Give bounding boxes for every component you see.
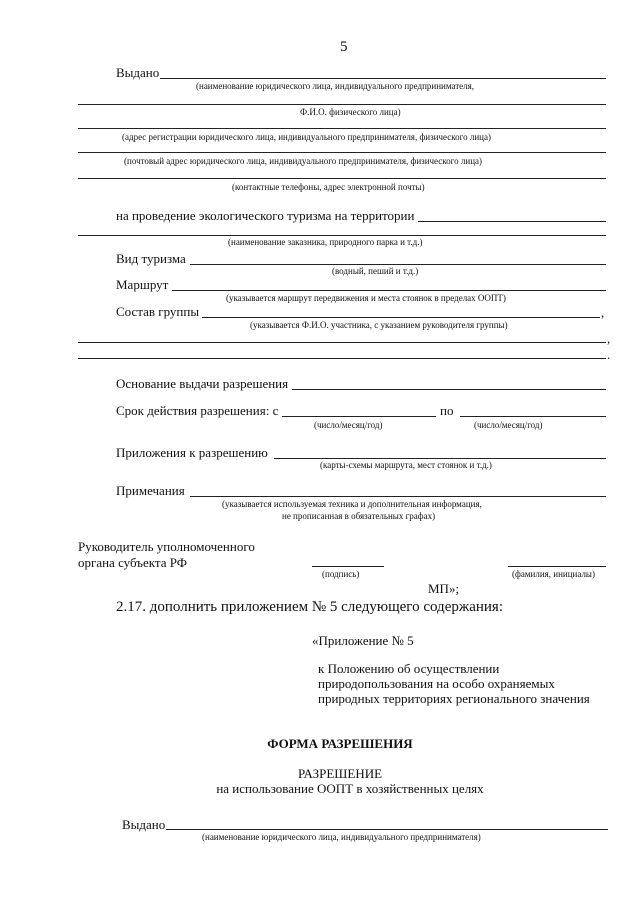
territory-line (418, 221, 606, 222)
date-to-line (460, 416, 606, 417)
basis-label: Основание выдачи разрешения (116, 376, 289, 391)
reg-address-line (78, 128, 606, 129)
postal-address-line (78, 152, 606, 153)
caption-date-from: (число/месяц/год) (314, 420, 383, 430)
notes-line (190, 496, 606, 497)
group-comma: , (601, 305, 605, 320)
tourism-type-line (190, 264, 606, 265)
group-label: Состав группы (116, 304, 200, 319)
caption-notes-1: (указывается используемая техника и дополнительная информация, (222, 499, 482, 509)
form-heading: ФОРМА РАЗРЕШЕНИЯ (267, 736, 413, 751)
group-line (202, 317, 600, 318)
head-line-1: Руководитель уполномоченного (78, 539, 255, 554)
name-line (508, 566, 606, 567)
issued-field-line (160, 78, 606, 79)
stamp-mark: МП»; (428, 581, 460, 596)
validity-to: по (440, 403, 454, 418)
caption-customer: (наименование заказника, природного парка и т.д.) (228, 237, 423, 247)
appendix-title: «Приложение № 5 (312, 633, 414, 648)
group-extra-line-2 (78, 358, 606, 359)
caption-postal-address: (почтовый адрес юридического лица, индивидуального предпринимателя, физического лица) (124, 156, 483, 166)
caption-date-to: (число/месяц/год) (474, 420, 543, 430)
clause-2-17: 2.17. дополнить приложением № 5 следующего содержания: (116, 599, 503, 615)
caption-legal-entity: (наименование юридического лица, индивидуального предпринимателя, (196, 81, 475, 91)
route-label: Маршрут (116, 277, 169, 292)
notes-label: Примечания (116, 483, 185, 498)
group-extra-period: . (607, 347, 611, 362)
date-from-line (282, 416, 436, 417)
page-number: 5 (340, 39, 348, 55)
appendix-line-3: природных территориях регионального значения (318, 691, 590, 706)
eco-tourism-text: на проведение экологического туризма на территории (116, 208, 415, 223)
permit-subtitle: на использование ООПТ в хозяйственных целях (216, 781, 484, 796)
route-line (172, 290, 606, 291)
permit-title: РАЗРЕШЕНИЕ (297, 766, 383, 781)
caption-attachments: (карты-схемы маршрута, мест стоянок и т.д.) (320, 460, 492, 470)
issued-label-2: Выдано (122, 817, 166, 832)
fio-field-line (78, 104, 606, 105)
issued-label: Выдано (116, 65, 160, 80)
caption-group: (указывается Ф.И.О. участника, с указанием руководителя группы) (250, 320, 508, 330)
caption-reg-address: (адрес регистрации юридического лица, индивидуального предпринимателя, физического лица) (122, 132, 491, 142)
caption-route: (указывается маршрут передвижения и места стоянок в пределах ООПТ) (226, 293, 506, 303)
attachments-label: Приложения к разрешению (116, 445, 268, 460)
caption-tourism-type: (водный, пеший и т.д.) (332, 266, 419, 276)
group-extra-comma: , (607, 331, 611, 346)
caption-legal-entity-2: (наименование юридического лица, индивидуального предпринимателя) (202, 832, 481, 842)
validity-label: Срок действия разрешения: с (116, 403, 279, 418)
appendix-line-1: к Положению об осуществлении (318, 661, 500, 676)
appendix-line-2: природопользования на особо охраняемых (318, 676, 555, 691)
head-line-2: органа субъекта РФ (78, 555, 188, 570)
signature-line (312, 566, 384, 567)
issued-field-line-2 (166, 829, 608, 830)
caption-name: (фамилия, инициалы) (512, 569, 595, 579)
caption-fio: Ф.И.О. физического лица) (300, 107, 401, 117)
attachments-line (274, 458, 606, 459)
basis-line (292, 389, 606, 390)
caption-notes-2: не прописанная в обязательных графах) (282, 511, 436, 521)
contacts-line (78, 178, 606, 179)
caption-signature: (подпись) (322, 569, 360, 579)
caption-contacts: (контактные телефоны, адрес электронной почты) (232, 182, 425, 192)
tourism-type-label: Вид туризма (116, 251, 186, 266)
group-extra-line-1 (78, 342, 606, 343)
customer-line (78, 235, 606, 236)
